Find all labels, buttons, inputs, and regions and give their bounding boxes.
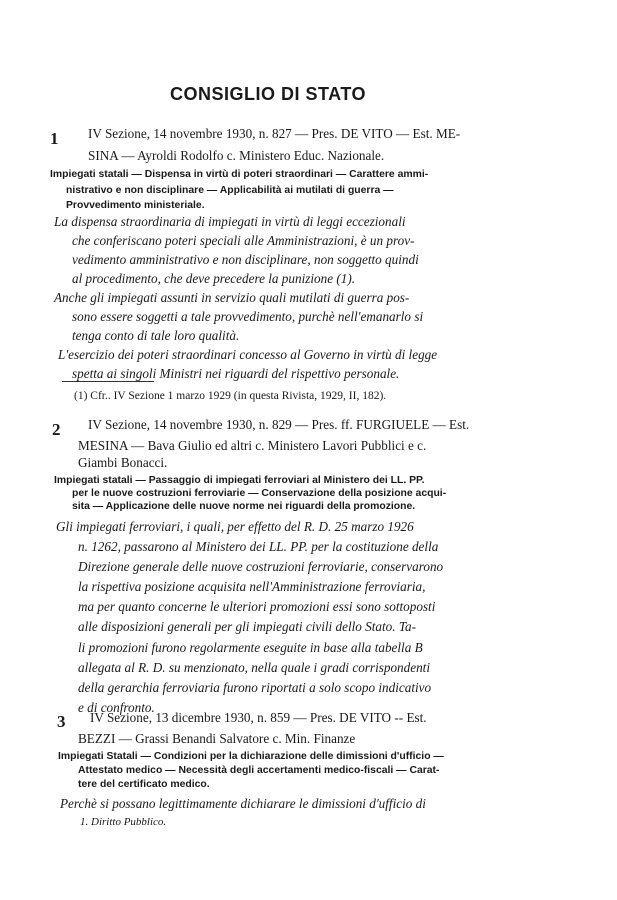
footnote-rule (62, 381, 154, 382)
maxim-line: la rispettiva posizione acquisita nell'Amministrazione ferroviaria, (78, 579, 426, 594)
entry-header-line: SINA — Ayroldi Rodolfo c. Ministero Educ. Nazionale. (88, 148, 385, 163)
subject-line: Attestato medico — Necessità degli accertamenti medico-fiscali — Carat- (78, 765, 440, 776)
entry-header-line: Giambi Bonacci. (78, 455, 168, 470)
subject-line: Impiegati statali — Passaggio di impiegati ferroviari al Ministero dei LL. PP. (54, 475, 425, 486)
subject-line: per le nuove costruzioni ferroviarie — Conservazione della posizione acqui- (72, 488, 447, 499)
maxim-line: spetta ai singoli Ministri nei riguardi del rispettivo personale. (72, 366, 400, 381)
entry-number: 1 (50, 129, 59, 148)
entry-header-line: IV Sezione, 13 dicembre 1930, n. 859 — Pres. DE VITO -- Est. (90, 710, 427, 725)
entry-header-line: IV Sezione, 14 novembre 1930, n. 827 — Pres. DE VITO — Est. ME- (88, 126, 461, 141)
maxim-line: sono essere soggetti a tale provvedimento, purchè nell'emanarlo si (72, 309, 424, 324)
maxim-line: al procedimento, che deve precedere la punizione (1). (72, 271, 356, 286)
maxim-line: Direzione generale delle nuove costruzioni ferroviarie, conservarono (78, 559, 444, 574)
maxim-line: Gli impiegati ferroviari, i quali, per effetto del R. D. 25 marzo 1926 (56, 519, 414, 534)
maxim-line: e di confronto. (78, 700, 155, 715)
subject-line: Provvedimento ministeriale. (66, 200, 205, 211)
maxim-line: ma per quanto concerne le ulteriori promozioni essi sono sottoposti (78, 599, 436, 614)
subject-line: tere del certificato medico. (78, 779, 210, 790)
maxim-line: vedimento amministrativo e non disciplinare, non soggetto quindi (72, 252, 419, 267)
subject-line: Impiegati Statali — Condizioni per la dichiarazione delle dimissioni d'ufficio — (58, 751, 444, 762)
subject-line: nistrativo e non disciplinare — Applicabilità ai mutilati di guerra — (66, 185, 394, 196)
maxim-line: allegata al R. D. su menzionato, nella quale i gradi corrispondenti (78, 660, 431, 675)
maxim-line: della gerarchia ferroviaria furono riportati a solo scopo indicativo (78, 680, 432, 695)
maxim-line: che conferiscano poteri speciali alle Amministrazioni, è un prov- (72, 233, 415, 248)
entry-header-line: MESINA — Bava Giulio ed altri c. Ministero Lavori Pubblici e c. (78, 438, 427, 453)
subject-line: Impiegati statali — Dispensa in virtù di poteri straordinari — Carattere ammi- (50, 169, 429, 180)
maxim-line: alle disposizioni generali per gli impiegati civili dello Stato. Ta- (78, 619, 416, 634)
maxim-line: L'esercizio dei poteri straordinari concesso al Governo in virtù di legge (58, 347, 438, 362)
maxim-line: La dispensa straordinaria di impiegati in virtù di leggi eccezionali (54, 214, 406, 229)
entry-header-line: BEZZI — Grassi Benandi Salvatore c. Min. Finanze (78, 731, 356, 746)
maxim-line: li promozioni furono regolarmente eseguite in base alla tabella B (78, 640, 423, 655)
entry-header-line: IV Sezione, 14 novembre 1930, n. 829 — Pres. ff. FURGIUELE — Est. (88, 417, 470, 432)
entry-number: 2 (52, 420, 61, 439)
footnote: (1) Cfr.. IV Sezione 1 marzo 1929 (in questa Rivista, 1929, II, 182). (74, 390, 387, 402)
maxim-line: Perchè si possano legittimamente dichiarare le dimissioni d'ufficio di (60, 796, 426, 811)
maxim-line: n. 1262, passarono al Ministero dei LL. PP. per la costituzione della (78, 539, 439, 554)
page-title: CONSIGLIO DI STATO (170, 84, 367, 104)
maxim-line: Anche gli impiegati assunti in servizio quali mutilati di guerra pos- (54, 290, 410, 305)
page-footer: 1. Diritto Pubblico. (80, 816, 167, 828)
maxim-line: tenga conto di tale loro qualità. (72, 328, 240, 343)
entry-number: 3 (57, 712, 66, 731)
subject-line: sita — Applicazione delle nuove norme nei riguardi della promozione. (72, 501, 416, 512)
